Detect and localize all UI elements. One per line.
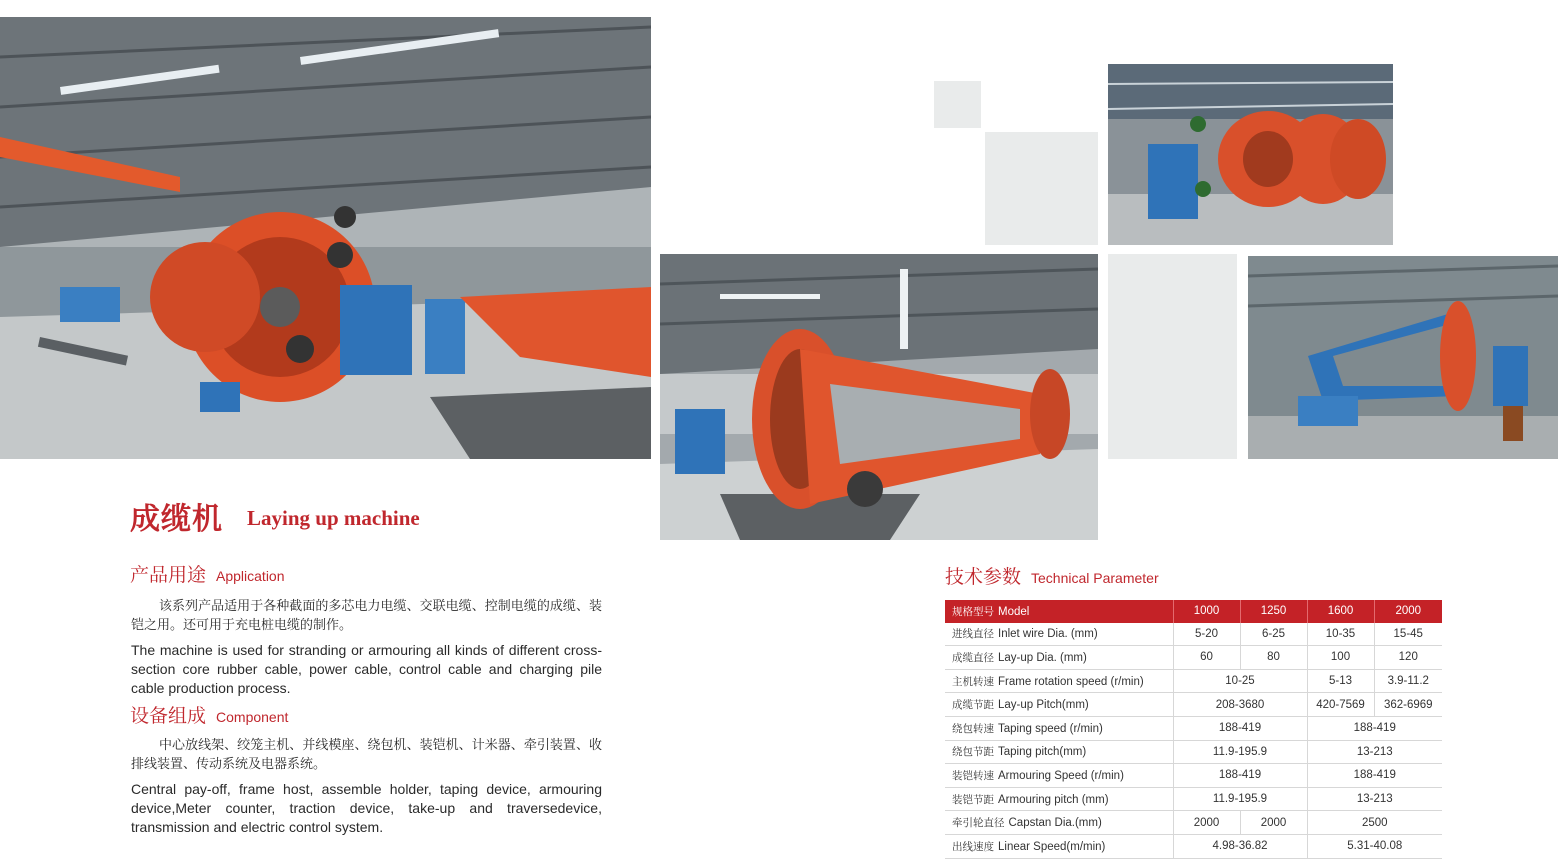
row-label-en: Inlet wire Dia. (mm): [998, 628, 1098, 641]
value-cell: 60: [1173, 646, 1240, 670]
row-label: [945, 716, 1173, 740]
table-row: [945, 623, 1442, 646]
model-header-cell: 1600: [1307, 600, 1374, 623]
row-label-en: Armouring pitch (mm): [998, 793, 1109, 806]
value-cell: 6-25: [1240, 623, 1307, 646]
row-label: [945, 811, 1173, 835]
row-label-cn: 装铠节距: [952, 793, 994, 806]
model-header-cell: 1250: [1240, 600, 1307, 623]
application-text-cn: 该系列产品适用于各种截面的多芯电力电缆、交联电缆、控制电缆的成缆、装铠之用。还可用于充电桩电缆的制作。: [131, 598, 602, 632]
machine-photo-top-right: [1108, 64, 1393, 245]
model-header-cell: 2000: [1374, 600, 1442, 623]
header-label-cn: 规格型号: [952, 605, 994, 618]
main-machine-photo: [0, 17, 651, 459]
application-text-en: The machine is used for stranding or armouring all kinds of different cross-section core rubber cable, power cable, control cable and charging pile cable production process.: [131, 642, 602, 696]
row-label: [945, 787, 1173, 811]
component-heading: [130, 701, 288, 728]
table-row: [945, 669, 1442, 693]
table-header-row: [945, 600, 1442, 623]
component-heading-cn: 设备组成: [130, 705, 207, 727]
component-heading-en: Component: [216, 709, 289, 725]
value-cell: 2000: [1173, 811, 1240, 835]
value-cell: 362-6969: [1374, 693, 1442, 717]
row-label: [945, 693, 1173, 717]
value-cell: 13-213: [1307, 740, 1442, 764]
technical-heading-cn: 技术参数: [945, 566, 1022, 588]
value-cell: 100: [1307, 646, 1374, 670]
table-row: [945, 811, 1442, 835]
row-label-en: Taping speed (r/min): [998, 722, 1103, 735]
application-heading-en: Application: [216, 568, 285, 584]
value-cell: 120: [1374, 646, 1442, 670]
row-label-en: Capstan Dia.(mm): [1008, 817, 1102, 830]
row-label-en: Taping pitch(mm): [998, 746, 1087, 759]
page-title-cn: 成缆机: [130, 502, 223, 537]
value-cell: 11.9-195.9: [1173, 787, 1307, 811]
component-text-cn: 中心放线架、绞笼主机、并线模座、绕包机、装铠机、计米器、牵引装置、收排线装置、传动系统及电器系统。: [131, 737, 602, 771]
value-cell: 5-20: [1173, 623, 1240, 646]
value-cell: 208-3680: [1173, 693, 1307, 717]
value-cell: 4.98-36.82: [1173, 834, 1307, 858]
application-heading: [130, 560, 285, 587]
row-label: [945, 740, 1173, 764]
value-cell: 188-419: [1307, 716, 1442, 740]
row-label-cn: 出线速度: [952, 840, 994, 853]
table-row: [945, 834, 1442, 858]
machine-photo-right: [1248, 256, 1558, 459]
page-title-en: Laying up machine: [247, 506, 420, 530]
value-cell: 188-419: [1173, 764, 1307, 788]
table-row: [945, 787, 1442, 811]
decor-tile: [934, 81, 981, 128]
table-row: [945, 716, 1442, 740]
header-label-en: Model: [998, 605, 1030, 618]
value-cell: 2500: [1307, 811, 1442, 835]
technical-heading: [945, 562, 1159, 589]
row-label-en: Lay-up Pitch(mm): [998, 699, 1089, 712]
table-row: [945, 646, 1442, 670]
row-label: [945, 646, 1173, 670]
row-label: [945, 834, 1173, 858]
machine-photo-center: [660, 254, 1098, 540]
model-header-cell: 1000: [1173, 600, 1240, 623]
technical-heading-en: Technical Parameter: [1031, 570, 1159, 586]
value-cell: 188-419: [1173, 716, 1307, 740]
value-cell: 420-7569: [1307, 693, 1374, 717]
row-label-cn: 成缆直径: [952, 651, 994, 664]
value-cell: 5.31-40.08: [1307, 834, 1442, 858]
row-label-cn: 牵引轮直径: [952, 817, 1005, 830]
application-heading-cn: 产品用途: [130, 564, 207, 586]
row-label-cn: 成缆节距: [952, 699, 994, 712]
row-label-en: Frame rotation speed (r/min): [998, 675, 1144, 688]
value-cell: 188-419: [1307, 764, 1442, 788]
row-label-cn: 绕包节距: [952, 746, 994, 759]
row-label: [945, 669, 1173, 693]
value-cell: 13-213: [1307, 787, 1442, 811]
table-row: [945, 693, 1442, 717]
value-cell: 2000: [1240, 811, 1307, 835]
row-label-cn: 进线直径: [952, 628, 994, 641]
header-label: [945, 600, 1173, 623]
table-row: [945, 740, 1442, 764]
row-label-cn: 装铠转速: [952, 769, 994, 782]
value-cell: 11.9-195.9: [1173, 740, 1307, 764]
technical-parameter-table: [945, 600, 1442, 859]
value-cell: 5-13: [1307, 669, 1374, 693]
value-cell: 80: [1240, 646, 1307, 670]
row-label: [945, 623, 1173, 646]
decor-tile: [985, 132, 1098, 245]
value-cell: 3.9-11.2: [1374, 669, 1442, 693]
row-label-en: Armouring Speed (r/min): [998, 769, 1124, 782]
value-cell: 10-25: [1173, 669, 1307, 693]
row-label-en: Linear Speed(m/min): [998, 840, 1106, 853]
row-label-cn: 主机转速: [952, 675, 994, 688]
table-row: [945, 764, 1442, 788]
decor-tile: [1108, 254, 1237, 459]
value-cell: 10-35: [1307, 623, 1374, 646]
component-text-en: Central pay-off, frame host, assemble holder, taping device, armouring device,Meter counter, traction device, take-up and traversedevice, transmission and electric control system.: [131, 781, 602, 835]
value-cell: 15-45: [1374, 623, 1442, 646]
row-label: [945, 764, 1173, 788]
row-label-cn: 绕包转速: [952, 722, 994, 735]
row-label-en: Lay-up Dia. (mm): [998, 651, 1087, 664]
